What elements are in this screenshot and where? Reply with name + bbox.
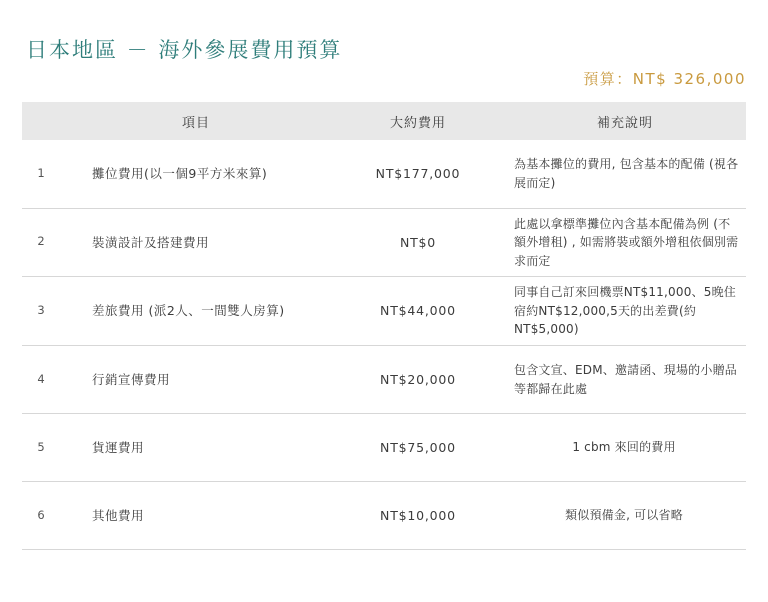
row-item: 差旅費用 (派2人、一間雙人房算) bbox=[92, 303, 285, 319]
table-row bbox=[22, 414, 746, 482]
budget-table bbox=[22, 102, 746, 550]
table-body bbox=[22, 140, 746, 550]
row-item: 行銷宣傳費用 bbox=[92, 371, 171, 387]
row-cost: NT$44,000 bbox=[380, 303, 456, 319]
row-note: 包含文宣、EDM、邀請函、現場的小贈品等都歸在此處 bbox=[514, 362, 737, 396]
table-row bbox=[22, 277, 746, 346]
page-title: 日本地區 － 海外參展費用預算 bbox=[26, 38, 343, 62]
table-header bbox=[22, 102, 746, 140]
row-index: 3 bbox=[37, 303, 45, 318]
table-row bbox=[22, 140, 746, 208]
row-note: 同事自己訂來回機票NT$11,000、5晚住宿約NT$12,000,5天的出差費(約NT$5,000) bbox=[514, 285, 736, 337]
row-cost: NT$75,000 bbox=[380, 439, 456, 455]
column-header-index bbox=[22, 102, 60, 140]
row-item: 裝潢設計及搭建費用 bbox=[92, 234, 210, 250]
row-item: 其他費用 bbox=[92, 507, 145, 523]
row-note: 1 cbm 來回的費用 bbox=[572, 440, 676, 455]
row-cost: NT$10,000 bbox=[380, 507, 456, 523]
row-item: 攤位費用(以一個9平方米來算) bbox=[92, 166, 268, 182]
row-cost: NT$177,000 bbox=[375, 166, 461, 182]
row-note: 為基本攤位的費用, 包含基本的配備 (視各展而定) bbox=[514, 157, 739, 190]
row-note: 此處以拿標準攤位內含基本配備為例 (不額外增租) , 如需將裝或額外增租依個別需求而定 bbox=[514, 216, 739, 268]
column-header-note: 補充說明 bbox=[596, 115, 653, 131]
column-header-item: 項目 bbox=[181, 115, 210, 131]
row-cost: NT$0 bbox=[399, 234, 437, 250]
row-index: 5 bbox=[37, 439, 45, 454]
row-index: 4 bbox=[37, 371, 45, 386]
table-header-row bbox=[22, 102, 746, 140]
table-row bbox=[22, 346, 746, 414]
row-index: 1 bbox=[37, 165, 45, 180]
row-note: 類似預備金, 可以省略 bbox=[565, 508, 683, 523]
column-header-cost: 大約費用 bbox=[389, 115, 446, 131]
table-row bbox=[22, 208, 746, 277]
row-item: 貨運費用 bbox=[92, 439, 145, 455]
row-cost: NT$20,000 bbox=[380, 371, 456, 387]
budget-summary: 預算：NT$ 326,000 bbox=[583, 70, 746, 88]
row-index: 6 bbox=[37, 507, 45, 522]
table-row bbox=[22, 482, 746, 550]
row-index: 2 bbox=[37, 234, 45, 249]
